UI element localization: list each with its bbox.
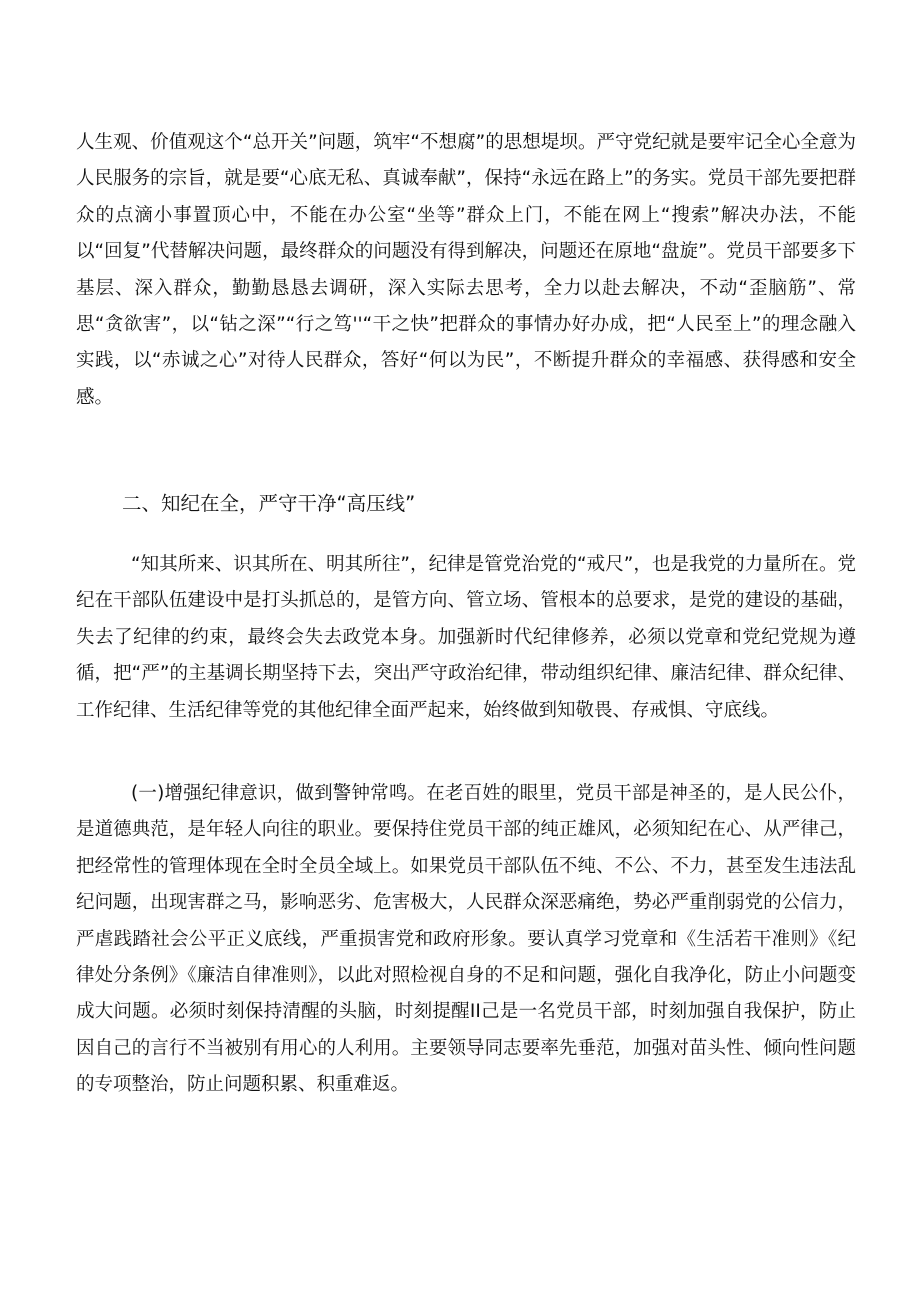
- body-paragraph-3: (一)增强纪律意识，做到警钟常鸣。在老百姓的眼里，党员干部是神圣的，是人民公仆，是道德典范，是年轻人向往的职业。要保持住党员干部的纯正雄风，必须知纪在心、从严律己，把经常性的管理体现在全时全员全域上。如果党员干部队伍不纯、不公、不力，甚至发生违法乱纪问题，出现害群之马，影响恶劣、危害极大，人民群众深恶痛绝，势必严重削弱党的公信力，严虐践踏社会公平正义底线，严重损害党和政府形象。要认真学习党章和《生活若干准则》《纪律处分条例》《廉洁自律准则》，以此对照检视自身的不足和问题，强化自我净化，防止小问题变成大问题。必须时刻保持清醒的头脑，时刻提醒II己是一名党员干部，时刻加强自我保护，防止因自己的言行不当被别有用心的人利用。主要领导同志要率先垂范，加强对苗头性、倾向性问题的专项整治，防止问题积累、积重难返。: [76, 783, 856, 1096]
- body-paragraph-2: “知其所来、识其所在、明其所往”，纪律是管党治党的“戒尺”，也是我党的力量所在。党纪在干部队伍建设中是打头抓总的，是管方向、管立场、管根本的总要求，是党的建设的基础，失去了纪律的约束，最终会失去政党本身。加强新时代纪律修养，必须以党章和党纪党规为遵循，把“严”的主基调长期坚持下去，突出严守政治纪律，带动组织纪律、廉洁纪律、群众纪律、工作纪律、生活纪律等党的其他纪律全面严起来，始终做到知敬畏、存戒惧、守底线。: [76, 554, 856, 721]
- section-heading: 二、知纪在全，严守干净“高压线”: [122, 492, 416, 515]
- body-paragraph-1: 人生观、价值观这个“总开关”问题，筑牢“不想腐”的思想堤坝。严守党纪就是要牢记全心全意为人民服务的宗旨，就是要“心底无私、真诚奉献”，保持“永远在路上”的务实。党员干部先要把群众的点滴小事置顶心中，不能在办公室“坐等”群众上门，不能在网上“搜索”解决办法，不能以“回复”代替解决问题，最终群众的问题没有得到解决，问题还在原地“盘旋”。党员干部要多下基层、深入群众，勤勤恳恳去调研，深入实际去思考，全力以赴去解决，不动“歪脑筋”、常思“贪欲害”，以“钻之深”“行之笃''“干之快”把群众的事情办好办成，把“人民至上”的理念融入实践，以“赤诚之心”对待人民群众，答好“何以为民”，不断提升群众的幸福感、获得感和安全感。: [76, 132, 856, 408]
